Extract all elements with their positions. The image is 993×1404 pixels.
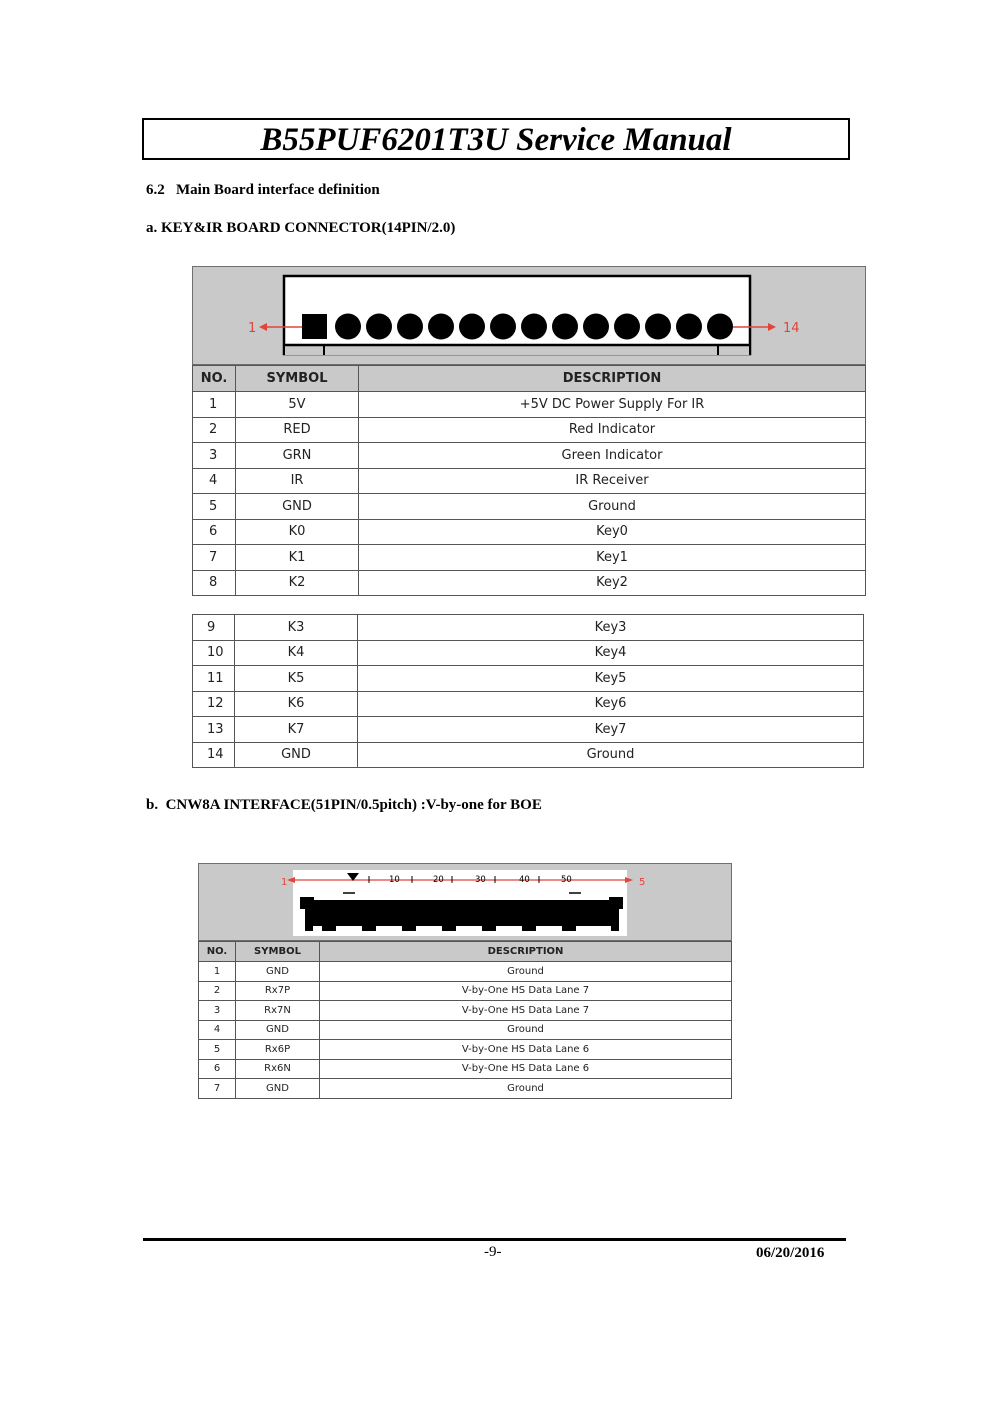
- col-no: NO.: [199, 942, 236, 962]
- pin-no: 6: [193, 519, 236, 545]
- table-row: [193, 640, 864, 666]
- pin-symbol: K1: [236, 545, 359, 571]
- pin-description: Ground: [320, 1020, 732, 1040]
- page-title: B55PUF6201T3U Service Manual: [260, 122, 732, 158]
- table-header-row: [193, 366, 866, 392]
- pin-no: 4: [199, 1020, 236, 1040]
- pin-no: 11: [193, 666, 235, 692]
- pin-description: Key7: [358, 717, 864, 743]
- pin-description: IR Receiver: [359, 468, 866, 494]
- pin-description: V-by-One HS Data Lane 7: [320, 981, 732, 1001]
- table-row: [193, 392, 866, 418]
- page-number: -9-: [484, 1244, 502, 1260]
- pin-description: Ground: [320, 962, 732, 982]
- table-row: [193, 615, 864, 641]
- pin-description: Key1: [359, 545, 866, 571]
- connector-51pin-graphic: [199, 864, 731, 940]
- pin-symbol: GND: [235, 742, 358, 768]
- table-header-row: [199, 942, 732, 962]
- page-title-box: [142, 118, 850, 160]
- pin-symbol: K5: [235, 666, 358, 692]
- pin-description: Key0: [359, 519, 866, 545]
- pin-description: Green Indicator: [359, 443, 866, 469]
- pin-symbol: GND: [236, 1020, 320, 1040]
- connector-14pin-graphic: [193, 267, 865, 364]
- tick-label-10: 10: [389, 875, 400, 885]
- table-row: [199, 981, 732, 1001]
- pin-description: Ground: [320, 1079, 732, 1099]
- section-number: 6.2: [146, 182, 165, 198]
- pin-symbol: K7: [235, 717, 358, 743]
- pin-end-label: 5: [639, 877, 646, 888]
- pin-no: 10: [193, 640, 235, 666]
- pin-no: 8: [193, 570, 236, 596]
- pin-symbol: GRN: [236, 443, 359, 469]
- pin-description: Red Indicator: [359, 417, 866, 443]
- pin-description: V-by-One HS Data Lane 6: [320, 1059, 732, 1079]
- pin-no: 1: [199, 962, 236, 982]
- pin-no: 3: [193, 443, 236, 469]
- pin-description: Key5: [358, 666, 864, 692]
- pin-no: 6: [199, 1059, 236, 1079]
- section-title: Main Board interface definition: [176, 182, 380, 198]
- pin-symbol: K0: [236, 519, 359, 545]
- pin-no: 7: [193, 545, 236, 571]
- pin-no: 9: [193, 615, 235, 641]
- pin-description: V-by-One HS Data Lane 7: [320, 1001, 732, 1021]
- cnw8a-connector-diagram: [198, 863, 732, 941]
- pin-no: 13: [193, 717, 235, 743]
- table-row: [193, 519, 866, 545]
- key-ir-pin-table-1: [192, 365, 866, 596]
- key-ir-connector-diagram: [192, 266, 866, 365]
- pin-symbol: K4: [235, 640, 358, 666]
- table-row: [193, 417, 866, 443]
- pin-symbol: Rx7P: [236, 981, 320, 1001]
- pin-no: 1: [193, 392, 236, 418]
- col-description: DESCRIPTION: [359, 366, 866, 392]
- table-row: [193, 443, 866, 469]
- table-row: [199, 1001, 732, 1021]
- footer-divider: [143, 1238, 846, 1241]
- tick-label-30: 30: [475, 875, 486, 885]
- table-row: [199, 1020, 732, 1040]
- pin-no: 5: [199, 1040, 236, 1060]
- pin-description: Key4: [358, 640, 864, 666]
- table-row: [193, 717, 864, 743]
- pin-description: Ground: [358, 742, 864, 768]
- pin-description: Key2: [359, 570, 866, 596]
- table-row: [193, 468, 866, 494]
- col-description: DESCRIPTION: [320, 942, 732, 962]
- pin-no: 2: [199, 981, 236, 1001]
- table-row: [193, 570, 866, 596]
- pin-no: 2: [193, 417, 236, 443]
- connector-a-heading: a. KEY&IR BOARD CONNECTOR(14PIN/2.0): [146, 220, 456, 236]
- table-row: [199, 962, 732, 982]
- pin-end-label: 14: [783, 321, 800, 336]
- pin-description: Key6: [358, 691, 864, 717]
- tick-label-50: 50: [561, 875, 572, 885]
- table-row: [193, 666, 864, 692]
- connector-b-heading: b. CNW8A INTERFACE(51PIN/0.5pitch) :V-by-one for BOE: [146, 797, 542, 813]
- col-symbol: SYMBOL: [236, 366, 359, 392]
- pin-no: 4: [193, 468, 236, 494]
- pin-description: Key3: [358, 615, 864, 641]
- pin-symbol: Rx6P: [236, 1040, 320, 1060]
- tick-label-20: 20: [433, 875, 444, 885]
- pin-symbol: IR: [236, 468, 359, 494]
- pin-start-label: 1: [281, 877, 288, 888]
- col-symbol: SYMBOL: [236, 942, 320, 962]
- table-row: [193, 691, 864, 717]
- pin-no: 3: [199, 1001, 236, 1021]
- pin-symbol: K6: [235, 691, 358, 717]
- pin-symbol: Rx6N: [236, 1059, 320, 1079]
- pin-description: +5V DC Power Supply For IR: [359, 392, 866, 418]
- pin-symbol: GND: [236, 962, 320, 982]
- tick-label-40: 40: [519, 875, 530, 885]
- col-no: NO.: [193, 366, 236, 392]
- table-row: [199, 1079, 732, 1099]
- pin-symbol: 5V: [236, 392, 359, 418]
- cnw8a-pin-table: [198, 941, 732, 1099]
- pin-symbol: K3: [235, 615, 358, 641]
- section-heading: [146, 182, 380, 199]
- pin-no: 14: [193, 742, 235, 768]
- table-row: [199, 1059, 732, 1079]
- footer-date: 06/20/2016: [756, 1245, 825, 1261]
- pin-symbol: RED: [236, 417, 359, 443]
- pin-symbol: GND: [236, 494, 359, 520]
- pin-symbol: Rx7N: [236, 1001, 320, 1021]
- pin-description: V-by-One HS Data Lane 6: [320, 1040, 732, 1060]
- pin-no: 7: [199, 1079, 236, 1099]
- pin-no: 5: [193, 494, 236, 520]
- table-row: [199, 1040, 732, 1060]
- pin-symbol: GND: [236, 1079, 320, 1099]
- pin-description: Ground: [359, 494, 866, 520]
- pin-symbol: K2: [236, 570, 359, 596]
- table-row: [193, 545, 866, 571]
- key-ir-pin-table-2: [192, 614, 864, 768]
- table-row: [193, 742, 864, 768]
- table-row: [193, 494, 866, 520]
- pin-no: 12: [193, 691, 235, 717]
- pin-start-label: 1: [248, 321, 257, 336]
